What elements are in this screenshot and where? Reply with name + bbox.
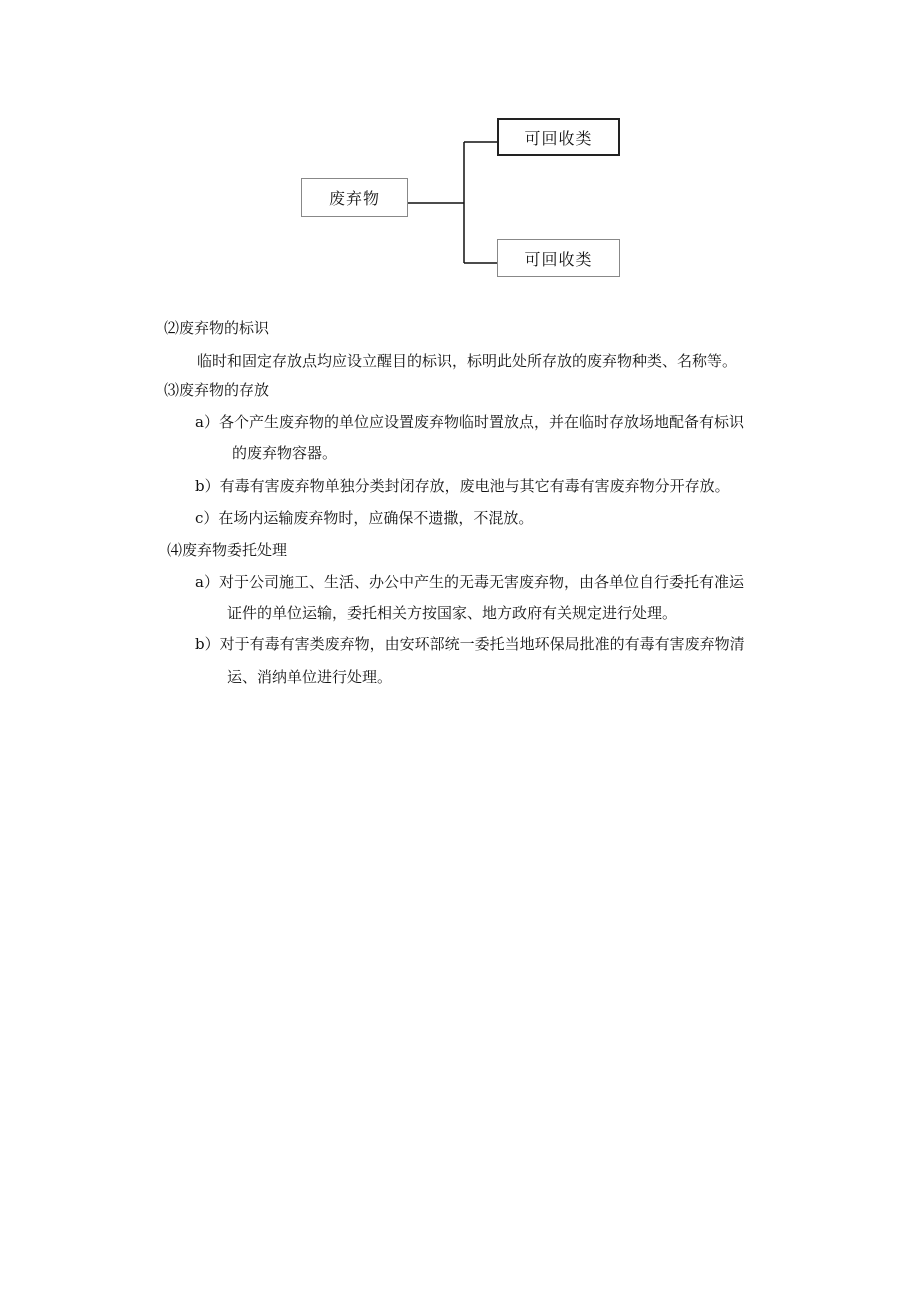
section-3-heading: ⑶废弃物的存放 [164, 381, 270, 399]
section-4-item-b-line-1: b）对于有毒有害类废弃物，由安环部统一委托当地环保局批准的有毒有害废弃物清 [195, 635, 745, 653]
section-3-item-b: b）有毒有害废弃物单独分类封闭存放，废电池与其它有毒有害废弃物分开存放。 [195, 477, 730, 495]
waste-classification-diagram [0, 0, 920, 300]
section-2-body: 临时和固定存放点均应设立醒目的标识，标明此处所存放的废弃物种类、名称等。 [197, 352, 738, 370]
section-4-heading: ⑷废弃物委托处理 [167, 541, 288, 559]
section-3-item-a-line-1: a）各个产生废弃物的单位应设置废弃物临时置放点，并在临时存放场地配备有标识 [195, 413, 744, 431]
diagram-node-child-top: 可回收类 [497, 118, 620, 156]
section-4-item-a-line-2: 证件的单位运输，委托相关方按国家、地方政府有关规定进行处理。 [227, 604, 678, 622]
section-3-item-c: c）在场内运输废弃物时，应确保不遗撒，不混放。 [195, 509, 534, 527]
section-2-heading: ⑵废弃物的标识 [164, 319, 270, 337]
diagram-connector-lines [0, 0, 920, 300]
diagram-node-root: 废弃物 [301, 178, 408, 217]
section-4-item-b-line-2: 运、消纳单位进行处理。 [227, 668, 393, 686]
section-3-item-a-line-2: 的废弃物容器。 [232, 444, 338, 462]
section-4-item-a-line-1: a）对于公司施工、生活、办公中产生的无毒无害废弃物，由各单位自行委托有准运 [195, 573, 744, 591]
diagram-node-child-bottom: 可回收类 [497, 239, 620, 277]
